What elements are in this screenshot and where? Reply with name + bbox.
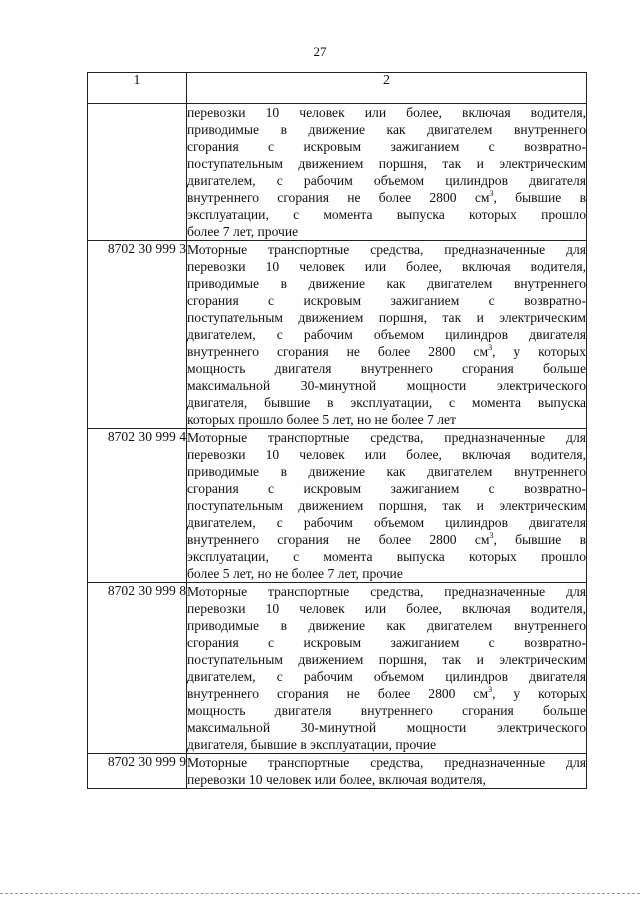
commodity-code: 8702 30 999 8 (88, 583, 187, 754)
description-line: мощность двигателя внутреннего сгорания больше (187, 703, 586, 718)
tariff-table (87, 72, 587, 789)
description-line: перевозки 10 человек или более, включая водителя, (187, 105, 586, 120)
description-line: Моторные транспортные средства, предназначенные для (187, 242, 586, 257)
description-line: Моторные транспортные средства, предназначенные для (187, 430, 586, 445)
table-row (88, 754, 587, 789)
description-line: приводимые в движение как двигателем внутреннего (187, 464, 586, 479)
table-row (88, 104, 587, 241)
commodity-code (88, 104, 187, 241)
table-row (88, 583, 587, 754)
description-line: перевозки 10 человек или более, включая водителя, (187, 772, 486, 787)
page-bottom-edge (0, 893, 640, 894)
commodity-code: 8702 30 999 3 (88, 241, 187, 429)
table-row (88, 429, 587, 583)
description-line: поступательным движением поршня, так и электрическим (187, 156, 586, 171)
description-line: сгорания с искровым зажиганием с возвратно- (187, 139, 586, 154)
commodity-description (187, 241, 587, 429)
commodity-description (187, 104, 587, 241)
description-line: двигателя, бывшие в эксплуатации, прочие (187, 737, 437, 752)
description-line: максимальной 30-минутной мощности электрического (187, 378, 586, 393)
description-line: внутреннего сгорания не более 2800 $см^3$, бывшие в (187, 531, 586, 547)
description-line: двигателя, бывшие в эксплуатации, с момента выпуска (187, 395, 586, 410)
description-line: Моторные транспортные средства, предназначенные для (187, 584, 586, 599)
description-line: приводимые в движение как двигателем внутреннего (187, 618, 586, 633)
description-line: мощность двигателя внутреннего сгорания больше (187, 361, 586, 376)
description-line: перевозки 10 человек или более, включая водителя, (187, 259, 586, 274)
table-body (88, 104, 587, 789)
commodity-description (187, 583, 587, 754)
description-line: двигателем, с рабочим объемом цилиндров двигателя (187, 669, 586, 684)
description-line: перевозки 10 человек или более, включая водителя, (187, 447, 586, 462)
description-line: максимальной 30-минутной мощности электрического (187, 720, 586, 735)
description-line: сгорания с искровым зажиганием с возвратно- (187, 481, 586, 496)
table-row (88, 241, 587, 429)
commodity-description (187, 754, 587, 789)
description-line: приводимые в движение как двигателем внутреннего (187, 276, 586, 291)
description-line: двигателем, с рабочим объемом цилиндров двигателя (187, 327, 586, 342)
description-line: Моторные транспортные средства, предназначенные для (187, 755, 586, 770)
description-line: поступательным движением поршня, так и электрическим (187, 652, 586, 667)
description-line: сгорания с искровым зажиганием с возвратно- (187, 293, 586, 308)
commodity-code: 8702 30 999 4 (88, 429, 187, 583)
commodity-description (187, 429, 587, 583)
description-line: сгорания с искровым зажиганием с возвратно- (187, 635, 586, 650)
description-line: внутреннего сгорания не более 2800 $см^3$, бывшие в (187, 189, 586, 205)
column-header-2: 2 (187, 73, 587, 104)
description-line: поступательным движением поршня, так и электрическим (187, 310, 586, 325)
description-line: более 5 лет, но не более 7 лет, прочие (187, 566, 403, 581)
description-line: приводимые в движение как двигателем внутреннего (187, 122, 586, 137)
description-line: двигателем, с рабочим объемом цилиндров двигателя (187, 173, 586, 188)
page-number: 27 (313, 44, 327, 59)
description-line: внутреннего сгорания не более 2800 $см^3$, у которых (187, 343, 586, 359)
description-line: эксплуатации, с момента выпуска которых прошло (187, 207, 586, 222)
table-header-row (88, 73, 587, 104)
description-line: которых прошло более 5 лет, но не более 7 лет (187, 412, 456, 427)
description-line: поступательным движением поршня, так и электрическим (187, 498, 586, 513)
description-line: эксплуатации, с момента выпуска которых прошло (187, 549, 586, 564)
column-header-1: 1 (88, 73, 187, 104)
description-line: более 7 лет, прочие (187, 224, 299, 239)
description-line: внутреннего сгорания не более 2800 $см^3$, у которых (187, 685, 586, 701)
description-line: двигателем, с рабочим объемом цилиндров двигателя (187, 515, 586, 530)
commodity-code: 8702 30 999 9 (88, 754, 187, 789)
description-line: перевозки 10 человек или более, включая водителя, (187, 601, 586, 616)
